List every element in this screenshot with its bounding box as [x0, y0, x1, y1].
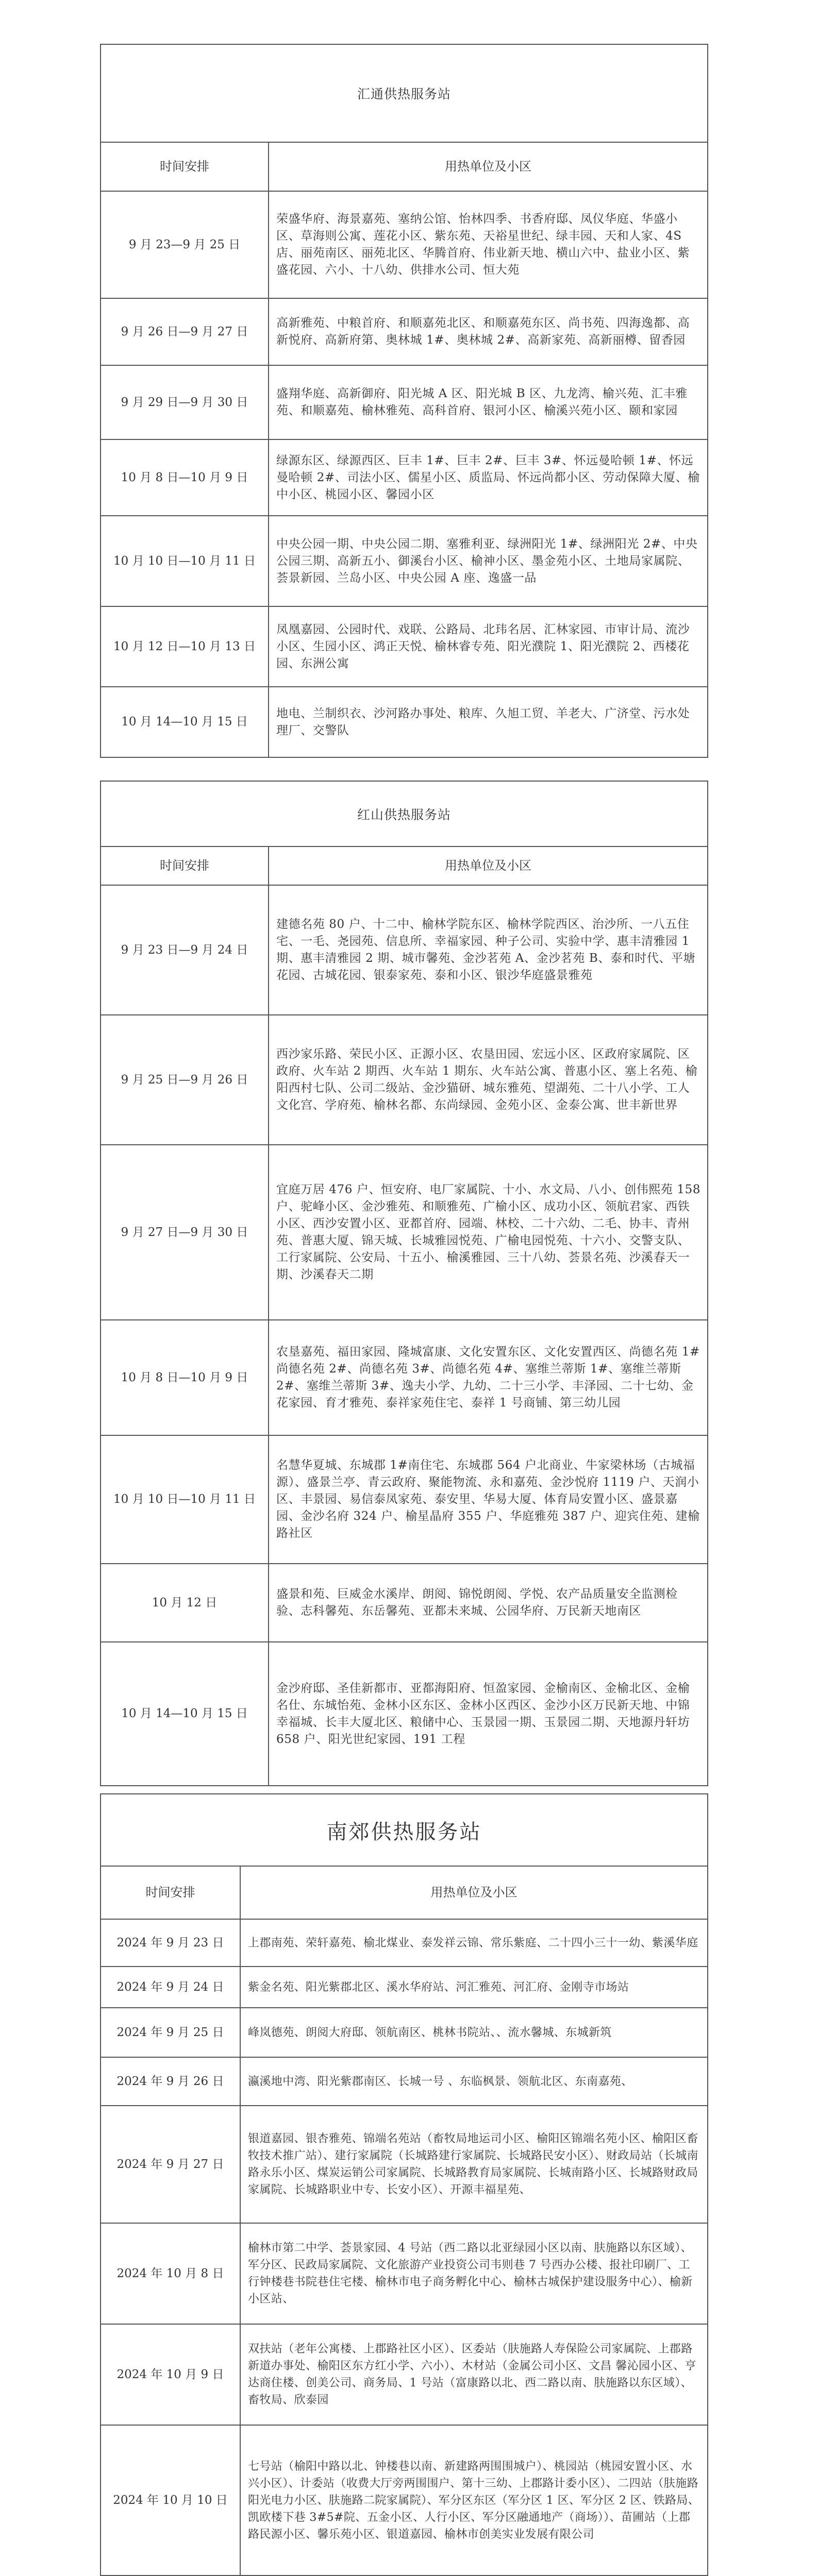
table-row	[101, 2106, 707, 2223]
row-time: 2024 年 10 月 9 日	[101, 2324, 240, 2425]
station-section-huitong	[100, 44, 708, 758]
row-units: 榆林市第二中学、荟景家园、4 号站（西二路以北亚绿园小区以南、肤施路以东区域）、军分区、民政局家属院、文化旅游产业投资公司韦则巷 7 号西办公楼、报社印刷厂、工行钟楼巷书院巷住宅楼、榆林市电子商务孵化中心、榆林古城保护建设服务中心）、榆新小区站、	[240, 2223, 707, 2324]
row-time: 2024 年 9 月 24 日	[101, 1967, 240, 2008]
table-row	[101, 1435, 707, 1564]
table-row	[101, 2223, 707, 2324]
row-units: 西沙家乐路、荣民小区、正源小区、农垦田园、宏远小区、区政府家属院、区政府、火车站 2 期西、火车站 1 期东、火车站公寓、普惠小区、塞上名苑、榆阳西村七队、公司二级站、金沙猫研、城东雅苑、望湖苑、二十八小学、工人文化宫、学府苑、榆林名都、东尚绿园、金苑小区、金泰公寓、世丰新世界	[269, 1015, 707, 1145]
row-time: 10 月 12 日—10 月 13 日	[101, 606, 269, 687]
table-row	[101, 1967, 707, 2008]
row-units: 农垦嘉苑、福田家园、隆城富康、文化安置东区、文化安置西区、尚德名苑 1#尚德名苑 2#、尚德名苑 3#、尚德名苑 4#、塞维兰蒂斯 1#、塞维兰蒂斯 2#、塞维兰蒂斯 3#、逸夫小学、九幼、二十三小学、丰泽园、二十七幼、金花家园、育才雅苑、泰祥家苑住宅、泰祥 1 号商铺、第三幼儿园	[269, 1320, 707, 1435]
table-row	[101, 606, 707, 687]
row-units: 盛翔华庭、高新御府、阳光城 A 区、阳光城 B 区、九龙湾、榆兴苑、汇丰雅苑、和顺嘉苑、榆林雅苑、高科首府、银河小区、榆溪兴苑小区、颐和家园	[269, 365, 707, 439]
table-row	[101, 298, 707, 365]
header-units: 用热单位及小区	[269, 847, 707, 885]
table-row	[101, 516, 707, 606]
row-units: 双扶站（老年公寓楼、上郡路社区小区）、区委站（肤施路人寿保险公司家属院、上郡路新道办事处、榆阳区东方红小学、六小）、木材站（金属公司小区、文昌 馨沁园小区、亨达商住楼、创美公司、商务局、1 号站（富康路以北、西二路以南、肤施路以东区域）、畜牧局、欣泰园	[240, 2324, 707, 2425]
row-units: 绿源东区、绿源西区、巨丰 1#、巨丰 2#、巨丰 3#、怀远曼哈顿 1#、怀远曼哈顿 2#、司法小区、儒星小区、质监局、怀远尚都小区、劳动保障大厦、榆中小区、桃园小区、馨园小区	[269, 439, 707, 516]
table-row	[101, 2008, 707, 2057]
row-time: 2024 年 9 月 26 日	[101, 2057, 240, 2106]
table-row	[101, 1320, 707, 1435]
table-row	[101, 1919, 707, 1967]
row-time: 2024 年 10 月 8 日	[101, 2223, 240, 2324]
row-time: 2024 年 9 月 27 日	[101, 2106, 240, 2223]
table-row	[101, 1642, 707, 1785]
row-time: 9 月 23 日—9 月 24 日	[101, 885, 269, 1015]
table-row	[101, 1145, 707, 1320]
table-row	[101, 365, 707, 439]
row-time: 2024 年 10 月 10 日	[101, 2425, 240, 2575]
row-units: 紫金名苑、阳光紫郡北区、溪水华府站、河汇雅苑、河汇府、金刚寺市场站	[240, 1967, 707, 2008]
row-time: 10 月 8 日—10 月 9 日	[101, 1320, 269, 1435]
row-time: 10 月 12 日	[101, 1564, 269, 1642]
table-row	[101, 2057, 707, 2106]
section-title: 汇通供热服务站	[101, 45, 707, 143]
row-time: 9 月 29 日—9 月 30 日	[101, 365, 269, 439]
header-units: 用热单位及小区	[240, 1867, 707, 1919]
table-header	[101, 847, 707, 885]
section-title: 南郊供热服务站	[101, 1794, 707, 1867]
row-time: 2024 年 9 月 25 日	[101, 2008, 240, 2057]
row-time: 9 月 27 日—9 月 30 日	[101, 1145, 269, 1320]
row-time: 10 月 10 日—10 月 11 日	[101, 1435, 269, 1564]
row-units: 高新雅苑、中粮首府、和顺嘉苑北区、和顺嘉苑东区、尚书苑、四海逸都、高新悦府、高新府第、奥林城 1#、奥林城 2#、高新家苑、高新丽樽、留香园	[269, 298, 707, 365]
header-time: 时间安排	[101, 847, 269, 885]
table-row	[101, 1015, 707, 1145]
row-time: 10 月 14—10 月 15 日	[101, 1642, 269, 1785]
header-time: 时间安排	[101, 1867, 240, 1919]
row-units: 上郡南苑、荣轩嘉苑、榆北煤业、泰发祥云锦、常乐紫庭、二十四小三十一幼、紫溪华庭	[240, 1919, 707, 1967]
row-units: 七号站（榆阳中路以北、钟楼巷以南、新建路两围围城户）、桃园站（桃园安置小区、水兴小区）、计委站（收费大厅旁两围围户、第十三幼、上郡路计委小区）、二四站（肤施路阳光电力小区、肤施路二院家属院）、军分区东区（军分区 1 区、军分区 2 区、铁路局、凯欧楼下巷 3#5#院、五金小区、人行小区、军分区融通地产（商场））、苗圃站（上郡路民源小区、馨乐苑小区、银道嘉园、榆林市创美实业发展有限公司	[240, 2425, 707, 2575]
row-units: 宜庭万居 476 户、恒安府、电厂家属院、十小、水文局、八小、创伟熙苑 158 户、驼峰小区、金沙雅苑、和顺雅苑、广榆小区、成功小区、领航君家、西铁小区、西沙安置小区、亚都首府、园端、林校、二十六幼、二毛、协丰、青州苑、普惠大厦、锦天城、长城雅园悦苑、广榆电园悦苑、十六小、交警支队、工行家属院、公安局、十五小、榆溪雅园、三十八幼、荟景名苑、沙溪春天一期、沙溪春天二期	[269, 1145, 707, 1320]
schedule-table	[101, 847, 707, 1785]
row-time: 10 月 8 日—10 月 9 日	[101, 439, 269, 516]
table-row	[101, 191, 707, 298]
row-units: 凤凰嘉园、公园时代、戏联、公路局、北玮名居、汇林家园、市审计局、流沙小区、生园小区、鸿正天悦、榆林睿专苑、阳光濮院 1、阳光濮院 2、西楼花园、东洲公寓	[269, 606, 707, 687]
row-units: 名慧华夏城、东城郡 1#南住宅、东城郡 564 户北商业、牛家梁林场（古城福源）、盛景兰亭、青云政府、聚能物流、永和嘉苑、金沙悦府 1119 户、天润小区、丰景园、易信泰凤家苑、泰安里、华易大厦、体育局安置小区、盛景嘉园、金沙名府 324 户、榆星晶府 355 户、华庭雅苑 387 户、迎宾住苑、建榆路社区	[269, 1435, 707, 1564]
header-units: 用热单位及小区	[269, 143, 707, 191]
schedule-table	[101, 1867, 707, 2576]
header-time: 时间安排	[101, 143, 269, 191]
table-row	[101, 2425, 707, 2575]
row-units: 荣盛华府、海景嘉苑、塞纳公馆、怡林四季、书香府邸、凤仪华庭、华盛小区、草海则公寓、莲花小区、紫东苑、天裕星世纪、绿丰园、天和人家、4S 店、丽苑南区、丽苑北区、华腾首府、伟业新天地、横山六中、盐业小区、紫盛花园、六小、十八幼、供排水公司、恒大苑	[269, 191, 707, 298]
table-row	[101, 2324, 707, 2425]
station-section-hongshan	[100, 781, 708, 1786]
row-time: 10 月 14—10 月 15 日	[101, 687, 269, 757]
table-row	[101, 1564, 707, 1642]
row-units: 中央公园一期、中央公园二期、塞雅利亚、绿洲阳光 1#、绿洲阳光 2#、中央公园三期、高新五小、御溪台小区、榆神小区、墨金苑小区、土地局家属院、荟景新园、兰岛小区、中央公园 A 座、逸盛一品	[269, 516, 707, 606]
schedule-table	[101, 143, 707, 757]
row-units: 建德名苑 80 户、十二中、榆林学院东区、榆林学院西区、治沙所、一八五住宅、一毛、尧园苑、信息所、幸福家园、种子公司、实验中学、惠丰清雅园 1 期、惠丰清雅园 2 期、城市馨苑、金沙茗苑 A、金沙茗苑 B、泰和时代、平塘花园、古城花园、银泰家苑、泰和小区、银沙华庭盛景雅苑	[269, 885, 707, 1015]
row-units: 金沙府邸、圣佳新都市、亚都海阳府、恒盈家园、金榆南区、金榆北区、金榆名仕、东城怡苑、金林小区东区、金林小区西区、金沙小区万民新天地、中锦幸福城、长丰大厦北区、粮储中心、玉景园一期、玉景园二期、天地源丹轩坊 658 户、阳光世纪家园、191 工程	[269, 1642, 707, 1785]
table-row	[101, 439, 707, 516]
row-units: 银道嘉园、银杏雅苑、锦端名苑站（畜牧局地运司小区、榆阳区锦端名苑小区、榆阳区畜牧技术推广站）、建行家属院（长城路建行家属院、长城路民安小区）、财政局站（长城南路永乐小区、煤炭运销公司家属院、长城路教育局家属院、长城南路小区、长城路财政局家属院、长城路职业中专、长安小区）、开源丰福星苑、	[240, 2106, 707, 2223]
row-time: 9 月 23—9 月 25 日	[101, 191, 269, 298]
row-units: 盛景和苑、巨威金水溪岸、朗阅、锦悦朗阅、学悦、农产品质量安全监测检验、志科馨苑、东岳馨苑、亚都未来城、公园华府、万民新天地南区	[269, 1564, 707, 1642]
row-units: 瀛溪地中湾、阳光紫郡南区、长城一号 、东临枫景、领航北区、东南嘉苑、	[240, 2057, 707, 2106]
row-units: 峰岚德苑、朗阅大府邸、领航南区、桃林书院站、、流水馨城、东城新筑	[240, 2008, 707, 2057]
table-row	[101, 687, 707, 757]
row-time: 10 月 10 日—10 月 11 日	[101, 516, 269, 606]
table-header	[101, 143, 707, 191]
row-time: 9 月 25 日—9 月 26 日	[101, 1015, 269, 1145]
row-time: 9 月 26 日—9 月 27 日	[101, 298, 269, 365]
table-header	[101, 1867, 707, 1919]
row-units: 地电、兰制织衣、沙河路办事处、粮库、久旭工贸、羊老大、广济堂、污水处理厂、交警队	[269, 687, 707, 757]
table-row	[101, 885, 707, 1015]
row-time: 2024 年 9 月 23 日	[101, 1919, 240, 1967]
section-title: 红山供热服务站	[101, 782, 707, 847]
station-section-nanjiao	[100, 1793, 708, 2576]
